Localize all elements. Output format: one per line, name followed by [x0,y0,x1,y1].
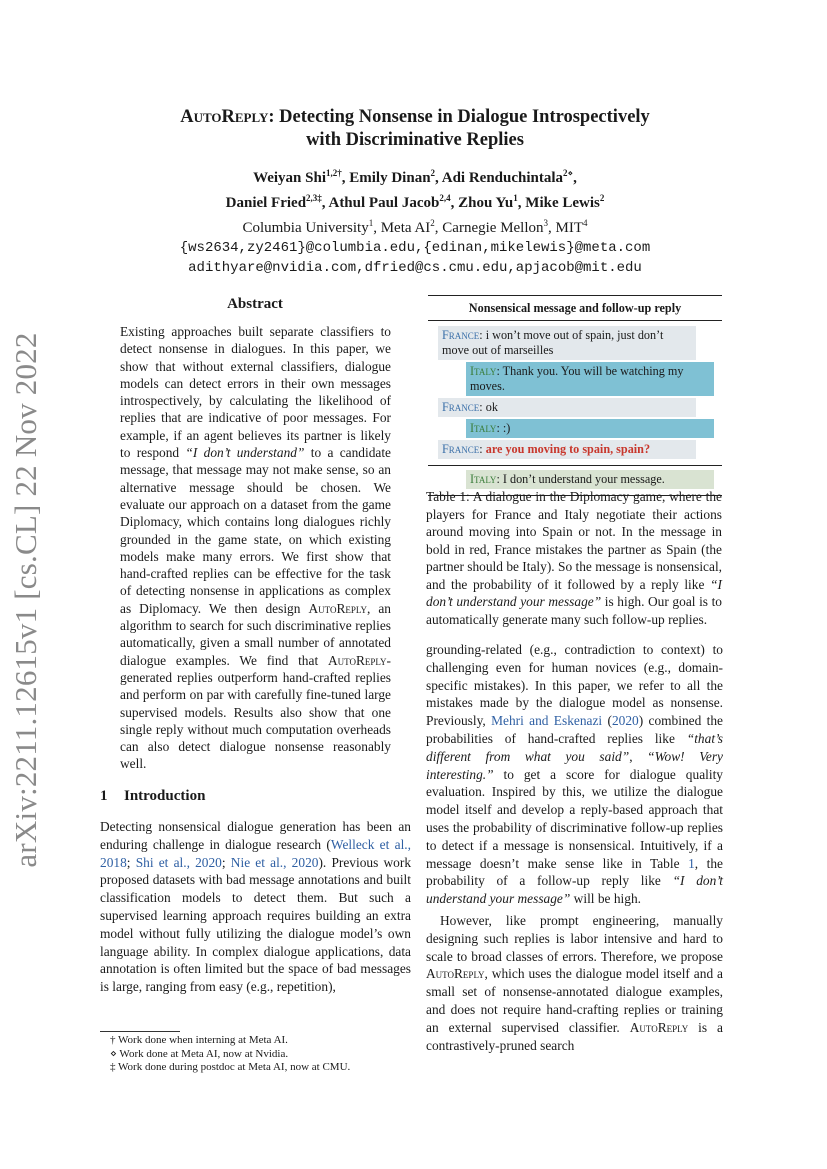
title-line2: with Discriminative Replies [306,130,524,150]
speaker-label: Italy [470,364,497,378]
abstract-text: , an algorithm to search for such discriminative replies automatically, given a small number of annotated dialogue examples. We find that [120,600,391,668]
speaker-label: Italy [470,421,497,435]
speaker-label: France [442,400,480,414]
message-text: Thank you. You will be watching my moves. [470,364,684,393]
affiliation: MIT [555,220,584,236]
paragraph [426,912,723,1054]
author-name: Adi Renduchintala [441,170,564,186]
introduction-body [100,818,411,996]
author-affil-sup: 1 [513,193,518,203]
footnote: ⋄ Work done at Meta AI, now at Nvidia. [110,1047,289,1060]
author-name: Weiyan Shi [253,170,327,186]
affiliation-sup: 2 [430,218,435,228]
speaker-label: France [442,328,480,342]
affiliation-sup: 1 [368,218,374,228]
author-affil-sup: 2,4 [439,193,451,203]
message-text: :) [502,421,511,435]
caption-text: is high. Our goal is to automatically generate many such follow-up replies. [426,594,722,627]
message-text: i won’t move out of spain, just don’t move out of marseilles [442,328,664,357]
email-line-1: {ws2634,zy2461}@columbia.edu,{edinan,mikelewis}@meta.com [179,240,651,256]
abstract-text: to a candidate message, that message may not make sense, so an alternative message should be chosen. We evaluate our approach on a dataset from the game Diplomacy, which contains long dialogues richly grounded in the game state, on which existing models make many errors. We first show that hand-crafted replies can be effective for the task of detecting nonsense in applications as complex as Diplomacy. We then design [120,445,391,616]
citation-year-link[interactable]: 2020 [611,713,639,729]
table-header: Nonsensical message and follow-up reply [468,301,682,315]
table-caption [426,488,722,628]
author-name: Zhou Yu [458,195,514,211]
author-affil-sup: 1,2† [326,168,342,178]
author-name: Emily Dinan [349,170,431,186]
affiliation: Meta AI [380,220,431,236]
title-line1: : Detecting Nonsense in Dialogue Introspectively [268,107,650,127]
dialogue-message-italy: Italy: Thank you. You will be watching my moves. [466,362,714,396]
table-reply-rule [428,465,722,466]
author-affil-sup: 2⋄ [563,168,574,178]
paragraph [426,641,723,908]
body-text: , [629,748,648,764]
abstract-body [120,323,391,773]
author-affil-sup: 2 [599,193,605,203]
body-text: will be high. [570,891,641,907]
system-name: AutoReply [426,966,485,982]
abstract-heading: Abstract [227,296,283,312]
citation-link[interactable]: Mehri and Eskenazi [491,713,603,729]
author-name: Mike Lewis [525,195,600,211]
title-system-name: AutoReply [180,107,269,127]
italic-text: “Wow! Very interesting.” [426,748,723,782]
author-block [110,163,720,278]
affiliation: Columbia University [242,220,369,236]
dialogue-message-france: France: ok [438,398,696,417]
footnotes [100,1034,420,1075]
paper-title [120,106,710,152]
italic-text: “that’s different from what you said” [426,730,723,764]
body-text: ( [602,713,612,729]
body-text: , the probability of a follow-up reply like [426,855,724,889]
affiliation-sup: 4 [583,218,588,228]
system-name: AutoReply [308,600,367,616]
body-text: to get a score for dialogue quality evaluation. Inspired by this, we utilize the dialogue model itself and develop a reply-based approach that uses the probability of discriminative follow-up replies to detect if a message is nonsensical. Intuitively, if a message doesn’t make sense like in Table [426,766,723,871]
message-text: ok [485,400,498,414]
author-name: Athul Paul Jacob [328,195,440,211]
affiliation-sup: 3 [543,218,549,228]
intro-text: ). Previous work proposed datasets with bad message annotations and built classification models to detect them. But such a supervised learning approach requires building an extra model without fully utilizing the dialogue model’s own language ability. In complex dialogue applications, data annotation is often limited but the space of bad messages is large, ranging from easy (e.g., repetition), [100,854,412,995]
body-text: ) combined the probabilities of hand-crafted replies like [426,713,723,746]
footnote: † Work done when interning at Meta AI. [110,1034,288,1046]
caption-text: Table 1: A dialogue in the Diplomacy game, where the players for France and Italy negotiate their actions around moving into Spain or not. In the message in bold in red, France mistakes the partner as Spain (the partner should be Italy). So the message is nonsensical, and the probability of it followed by a reply like [426,489,723,592]
author-name: Daniel Fried [225,195,307,211]
abstract-italic: “I don’t understand” [185,445,305,461]
nonsense-message-text: are you moving to spain, spain? [485,442,651,456]
section-number: 1 [100,788,108,804]
speaker-label: France [442,442,480,456]
email-line-2: adithyare@nvidia.com,dfried@cs.cmu.edu,apjacob@mit.edu [188,260,642,276]
author-affil-sup: 2 [430,168,436,178]
system-name: AutoReply [629,1019,689,1035]
citation-separator: ; [221,854,231,870]
system-name: AutoReply [327,652,387,668]
footnote: ‡ Work done during postdoc at Meta AI, now at CMU. [110,1061,351,1073]
reply-text: I don’t understand your message. [502,472,665,486]
abstract-text: -generated replies outperform hand-crafted replies and perform on par with carefully fine-tuned large supervised models. Results also show that one single reply without much computation overheads can also detect dialogue nonsense reasonably well. [120,652,391,772]
followup-reply: Italy: I don’t understand your message. [466,470,714,489]
dialogue-message-italy: Italy: :) [466,419,714,438]
section-title: Introduction [124,788,206,804]
caption-italic: “I don’t understand your message” [426,576,722,609]
speaker-label: Italy [470,472,497,486]
footnote-divider [100,1031,180,1032]
dialogue-message-france: France: i won’t move out of spain, just don’t move out of marseilles [438,326,696,360]
affiliation-line: Columbia University$^1$, Meta $AI^2$, Carnegie Mellon$^3$, MIT$^4$ [242,218,588,236]
right-column-body [426,641,723,1054]
body-text: grounding-related (e.g., contradiction to context) to challenging even for human novices (e.g., domain-specific mistakes). In this paper, we refer to all the mistakes made by the dialogue model as nonsense. Previously, [426,642,723,729]
arxiv-stamp-text: arXiv:2211.12615v1 [cs.CL] 22 Nov 2022 [8,332,43,868]
body-text: However, like prompt engineering, manually designing such replies is labor intensive and hard to scale to broad classes of errors. Therefore, we propose [426,912,723,964]
citation-link[interactable]: Welleck et al., 2018 [100,836,411,870]
body-text: , which uses the dialogue model itself and a small set of nonsense-annotated dialogue examples, and does not require hand-crafting replies or training an external supervised classifier. [426,966,723,1035]
dialogue-table [428,295,722,496]
author-line-1: Weiyan Shi$^{1,2\dagger}$, Emily Dinan$^2$, Adi Renduchintala$^{2⋄}$, [253,168,577,186]
author-affil-sup: 2,3‡ [306,193,322,203]
intro-text: Detecting nonsensical dialogue generation has been an enduring challenge in dialogue research ( [100,819,411,852]
abstract-text: Existing approaches built separate classifiers to detect nonsense in dialogues. In this paper, we show that without external classifiers, dialogue models can detect errors in their own messages introspectively, by calculating the likelihood of replies that are indicative of poor messages. For example, if an agent believes its partner is likely to respond [120,324,391,461]
table-ref-link[interactable]: 1 [688,855,695,871]
italic-text: “I don’t understand your message” [426,873,723,907]
affiliation: Carnegie Mellon [442,220,544,236]
citation-separator: ; [126,854,136,870]
author-line-2: Daniel Fried$^{2,3\ddagger}$, Athul Paul Jacob$^{2,4}$, Zhou Yu$^1$, Mike Lewis$^2$ [225,193,605,211]
citation-link[interactable]: Shi et al., 2020 [135,854,222,870]
body-text: is a contrastively-pruned search [426,1019,723,1053]
section-heading-introduction [100,788,205,805]
citation-link[interactable]: Nie et al., 2020 [230,854,319,870]
dialogue-message-nonsense: France: are you moving to spain, spain? [438,440,696,459]
